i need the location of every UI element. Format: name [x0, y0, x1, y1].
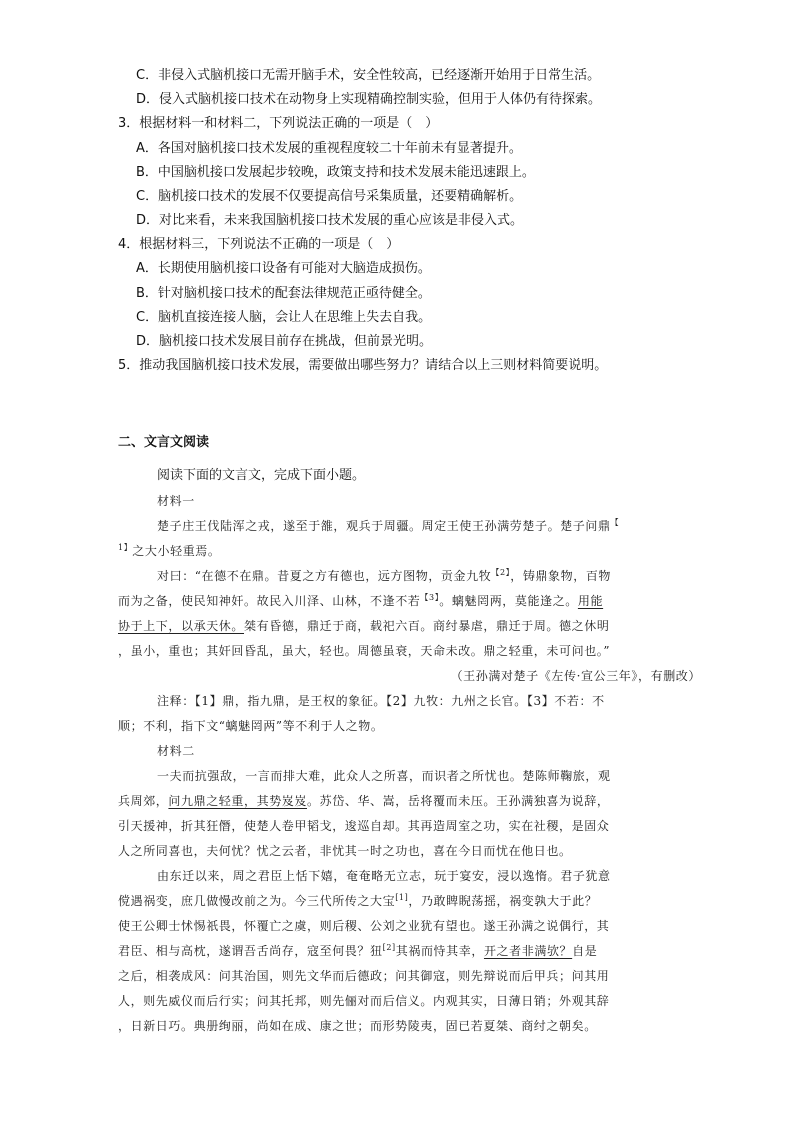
section-instruction: 阅读下面的文言文，完成下面小题。	[157, 468, 366, 483]
material-2-title: 材料二	[157, 744, 195, 758]
passage-text: ，铸鼎象物，百物	[510, 569, 612, 583]
underlined-sentence: 用能	[577, 594, 604, 608]
material-1-line	[157, 566, 611, 586]
material-2-line: ，日新日巧。典册绚丽，尚如在成、康之世；而形势陵夷，固已若夏桀、商纣之朝矣。	[118, 1019, 597, 1033]
note-marker: 【	[610, 518, 620, 527]
passage-text: ，乃敢睥睨荡摇，祸变孰大于此？	[408, 894, 598, 908]
note-marker: 【2】	[491, 568, 511, 577]
passage-text: 对曰：“在德不在鼎。昔夏之方有德也，远方图物，贡金九牧	[157, 569, 492, 583]
q3-stem: 3．根据材料一和材料二，下列说法正确的一项是（ ）	[118, 116, 439, 131]
q2-option-d: D．侵入式脑机接口技术在动物身上实现精确控制实验，但用于人体仍有待探索。	[136, 92, 602, 107]
passage-text: 自是	[572, 944, 598, 958]
material-2-line: 由东迁以来，周之君臣上恬下嬉，奄奄略无立志，玩于宴安，浸以逸惰。君子犹意	[157, 869, 611, 883]
underlined-sentence: 问九鼎之轻重，其势岌岌	[168, 794, 308, 808]
material-2-line	[118, 941, 597, 961]
passage-text: 兵周郊，	[118, 794, 169, 808]
material-1-line: ，虽小，重也；其奸回昏乱，虽大，轻也。周德虽衰，天命未改。鼎之轻重，未可问也。”	[118, 644, 611, 658]
material-2-line: 人，则先威仪而后行实；问其托邦，则先俪对而后信义。内观其实，日薄日销；外观其辞	[118, 994, 610, 1008]
passage-text: 。螭魅罔两，莫能逢之。	[439, 594, 578, 608]
passage-text: 君臣、相与高枕，遂谓吾舌尚存，寇至何畏？狃	[118, 944, 383, 958]
q4-stem: 4．根据材料三，下列说法不正确的一项是（ ）	[118, 237, 400, 252]
q3-option-d: D．对比来看，未来我国脑机接口技术发展的重心应该是非侵入式。	[136, 213, 524, 228]
material-1-source: （王孙满对楚子《左传·宣公三年》，有删改）	[450, 669, 701, 683]
note-marker: 【3】	[420, 593, 440, 602]
underlined-sentence: 开之者非满欤？	[483, 944, 573, 958]
material-2-line: 之后，相袭成风：问其治国，则先文华而后德政；问其御寇，则先辩说而后甲兵；问其用	[118, 969, 610, 983]
q4-option-a: A．长期使用脑机接口设备有可能对大脑造成损伤。	[136, 261, 431, 276]
material-2-line: 引天援神，折其狂僭，使楚人卷甲韬戈，逡巡自却。其再造周室之功，实在社稷，是固众	[118, 819, 610, 833]
passage-text: 傥遇祸变，庶几做慢改前之为。今三代所传之大宝	[118, 894, 396, 908]
section-heading: 二、文言文阅读	[118, 435, 210, 450]
notes-line: 注释：【1】鼎，指九鼎，是王权的象征。【2】九牧：九州之长官。【3】不若：不	[157, 694, 605, 708]
material-2-line: 人之所同喜也，夫何忧？忧之云者，非忧其一时之功也，喜在今日而忧在他日也。	[118, 844, 572, 858]
passage-text: 而为之备，使民知神奸。故民入川泽、山林，不逢不若	[118, 594, 421, 608]
q5-stem: 5．推动我国脑机接口技术发展，需要做出哪些努力？请结合以上三则材料简要说明。	[118, 358, 608, 373]
q2-option-c: C．非侵入式脑机接口无需开脑手术，安全性较高，已经逐渐开始用于日常生活。	[136, 68, 601, 83]
material-2-line: 一夫而抗强敌，一言而排大难，此众人之所喜，而识者之所忧也。楚陈师鞠旅，观	[157, 769, 611, 783]
material-1-line	[118, 616, 609, 636]
q3-option-b: B．中国脑机接口发展起步较晚，政策支持和技术发展未能迅速跟上。	[136, 165, 535, 180]
material-2-line	[118, 891, 597, 911]
q4-option-b: B．针对脑机接口技术的配套法律规范正亟待健全。	[136, 286, 431, 301]
passage-text: 楚子庄王伐陆浑之戎，遂至于雒，观兵于周疆。周定王使王孙满劳楚子。楚子问鼎	[157, 519, 611, 533]
passage-text: 之大小轻重焉。	[132, 544, 221, 558]
q3-option-a: A．各国对脑机接口技术发展的重视程度较二十年前未有显著提升。	[136, 141, 522, 156]
passage-text: 桀有昏德，鼎迁于商，载祀六百。商纣暴虐，鼎迁于周。德之休明	[244, 619, 610, 633]
material-1-title: 材料一	[157, 494, 195, 508]
passage-text: 。苏岱、华、嵩，岳将覆而未压。王孙满独喜为说辞，	[307, 794, 610, 808]
note-marker: [1]	[395, 893, 409, 902]
q3-option-c: C．脑机接口技术的发展不仅要提高信号采集质量，还要精确解析。	[136, 189, 523, 204]
q4-option-c: C．脑机直接连接人脑，会让人在思维上失去自我。	[136, 310, 432, 325]
note-marker: 1】	[118, 543, 133, 552]
passage-text: 其祸而恃其幸，	[395, 944, 484, 958]
material-2-line	[118, 791, 609, 811]
notes-line: 顺；不利，指下文“螭魅罔两”等不利于人之物。	[118, 719, 384, 733]
material-1-line	[157, 516, 619, 536]
material-2-line: 使王公卿士怵惕祇畏，怀覆亡之虞，则后稷、公刘之业犹有望也。遂王孙满之说偶行，其	[118, 919, 610, 933]
underlined-sentence: 协于上下，以承天休。	[118, 619, 245, 633]
note-marker: [2]	[382, 943, 396, 952]
material-1-line	[118, 591, 603, 611]
q4-option-d: D．脑机接口技术发展目前存在挑战，但前景光明。	[136, 334, 433, 349]
material-1-line	[118, 541, 221, 561]
